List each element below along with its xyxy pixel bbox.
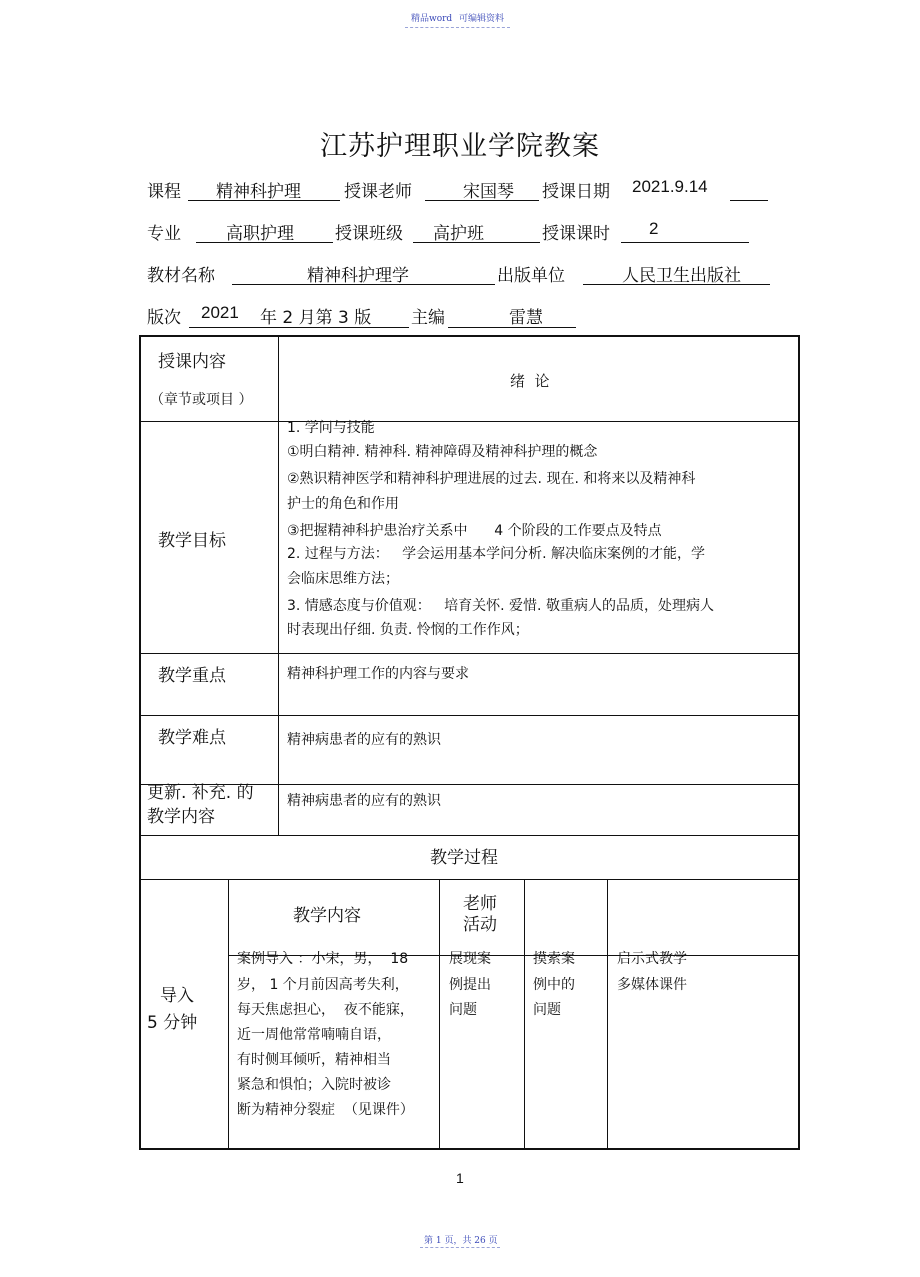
teacher-activity-line: 问题 [449,1002,477,1018]
case-line: 岁， 1 个月前因高考失利， [237,977,409,993]
student-activity-line: 问题 [533,1002,561,1018]
header-right-text: 可编辑资料 [459,14,505,24]
teacher-column-divider [524,879,525,1149]
table-top-border [139,335,800,337]
publisher-value: 人民卫生出版社 [622,266,741,286]
method-line: 启示式教学 [617,951,687,967]
teacher-activity-line: 展现案 [449,951,491,967]
student-activity-line: 摸索案 [533,951,575,967]
class-underline [413,242,540,243]
header-dashed-rule [405,27,510,28]
case-line: 紧急和惧怕；入院时被诊 [237,1077,391,1093]
update-label-line-2: 教学内容 [147,807,215,827]
label-column-divider [278,336,279,835]
difficulty-value: 精神病患者的应有的熟识 [287,732,441,748]
case-line: 案例导入 ：小宋，男， 18 [237,951,409,967]
teacher-value: 宋国琴 [463,182,514,202]
textbook-label: 教材名称 [147,266,215,286]
key-label: 教学重点 [158,666,226,686]
major-underline [196,242,333,243]
row-divider-key [139,715,800,716]
update-value: 精神病患者的应有的熟识 [287,793,441,809]
editor-value: 雷慧 [509,308,543,328]
hours-underline [621,242,749,243]
teacher-activity-line: 例提出 [449,977,491,993]
major-label: 专业 [147,224,181,244]
date-underline [730,200,768,201]
table-right-border [798,335,800,1150]
goal-line: 护士的角色和作用 [287,496,399,512]
content-label: 授课内容 [158,352,226,372]
table-bottom-border [139,1148,800,1150]
case-line: 断为精神分裂症 （见课件） [237,1102,414,1118]
date-value: 2021.9.14 [632,177,708,196]
content-column-divider [439,879,440,1149]
goal-line: 1. 学问与技能 [287,420,375,436]
footer-dashed-rule [420,1247,500,1248]
header-left-text: 精品word [411,14,453,24]
publisher-underline [583,284,770,285]
course-value: 精神科护理 [216,182,301,202]
hours-label: 授课课时 [542,224,610,244]
column-teacher-header-line-1: 老师 [463,894,497,914]
publisher-label: 出版单位 [497,266,565,286]
key-value: 精神科护理工作的内容与要求 [287,666,469,682]
teacher-label: 授课老师 [344,182,412,202]
method-line: 多媒体课件 [617,977,687,993]
goal-line: 时表现出仔细. 负责. 怜悯的工作作风； [287,622,529,638]
class-label: 授课班级 [335,224,403,244]
row-divider-update [139,835,800,836]
page-number: 1 [456,1170,464,1186]
content-value: 绪 论 [510,372,550,390]
stage-column-divider [228,879,229,1149]
difficulty-label: 教学难点 [158,728,226,748]
teacher-underline [425,200,539,201]
major-value: 高职护理 [226,224,294,244]
date-label: 授课日期 [542,182,610,202]
editor-label: 主编 [411,308,445,328]
goal-line: 2. 过程与方法： 学会运用基本学问分析. 解决临床案例的才能，学 [287,546,706,562]
hours-value: 2 [649,219,659,238]
intro-stage-time: 5 分钟 [147,1013,198,1033]
process-label: 教学过程 [430,848,498,868]
column-teacher-header-line-2: 活动 [463,915,497,935]
document-title: 江苏护理职业学院教案 [320,131,600,162]
edition-underline [189,327,409,328]
row-divider-content [139,421,800,422]
content-sub-label: （章节或项目 ） [150,392,253,408]
case-line: 有时侧耳倾听，精神相当 [237,1052,391,1068]
column-content-header: 教学内容 [293,906,361,926]
course-underline [188,200,340,201]
class-value: 高护班 [433,224,484,244]
intro-stage-label: 导入 [160,986,194,1006]
goal-line: 3. 情感态度与价值观： 培育关怀. 爱惜. 敬重病人的品质，处理病人 [287,598,714,614]
editor-underline [448,327,576,328]
case-line: 每天焦虑担心， 夜不能寐， [237,1002,414,1018]
goal-line: 会临床思维方法； [287,571,399,587]
edition-year: 2021 [201,303,239,322]
edition-label: 版次 [147,308,181,328]
textbook-value: 精神科护理学 [307,266,409,286]
goal-line: ①明白精神. 精神科. 精神障碍及精神科护理的概念 [287,444,598,460]
update-label-line-1: 更新. 补充. 的 [147,783,254,803]
goal-line: ②熟识精神医学和精神科护理进展的过去. 现在. 和将来以及精神科 [287,471,696,487]
footer-page-info: 第 1 页，共 26 页 [424,1236,498,1246]
table-left-border [139,335,141,1150]
row-divider-goals [139,653,800,654]
student-activity-line: 例中的 [533,977,575,993]
row-divider-process [139,879,800,880]
goal-line: ③把握精神科护患治疗关系中 4 个阶段的工作要点及特点 [287,523,662,539]
student-column-divider [607,879,608,1149]
textbook-underline [232,284,495,285]
case-line: 近一周他常常喃喃自语， [237,1027,391,1043]
course-label: 课程 [147,182,181,202]
edition-detail: 年 2 月第 3 版 [260,308,372,328]
goal-label: 教学目标 [158,531,226,551]
